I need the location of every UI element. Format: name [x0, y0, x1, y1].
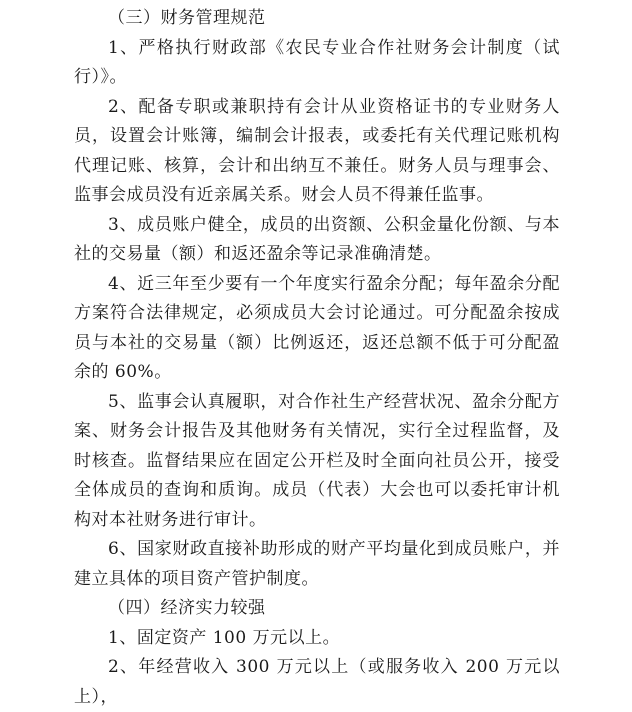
paragraph-finance-3: 3、成员账户健全，成员的出资额、公积金量化份额、与本社的交易量（额）和返还盈余等记录准确清楚。 — [74, 214, 560, 264]
paragraph-finance-2: 2、配备专职或兼职持有会计从业资格证书的专业财务人员，设置会计账簿，编制会计报表，或委托有关代理记账机构代理记账、核算，会计和出纳互不兼任。财务人员与理事会、监事会成员没有近亲属关系。财会人员不得兼任监事。 — [74, 96, 560, 205]
paragraph-finance-4: 4、近三年至少要有一个年度实行盈余分配；每年盈余分配方案符合法律规定，必须成员大会讨论通过。可分配盈余按成员与本社的交易量（额）比例返还，返还总额不低于可分配盈余的 60%。 — [74, 273, 560, 382]
paragraph-economy-2: 2、年经营收入 300 万元以上（或服务收入 200 万元以上）， — [74, 657, 560, 707]
paragraph-finance-1: 1、严格执行财政部《农民专业合作社财务会计制度（试行）》。 — [74, 37, 560, 87]
paragraph-finance-6: 6、国家财政直接补助形成的财产平均量化到成员账户，并建立具体的项目资产管护制度。 — [74, 539, 560, 589]
paragraph-finance-5: 5、监事会认真履职，对合作社生产经营状况、盈余分配方案、财务会计报告及其他财务有关情况，实行全过程监督，及时核查。监督结果应在固定公开栏及时全面向社员公开，接受全体成员的查询和质询。成员（代表）大会也可以委托审计机构对本社财务进行审计。 — [74, 391, 560, 530]
paragraph-economy-1: 1、固定资产 100 万元以上。 — [108, 627, 341, 648]
section-heading-finance: （三）财务管理规范 — [108, 8, 266, 28]
section-heading-economy: （四）经济实力较强 — [108, 598, 266, 618]
